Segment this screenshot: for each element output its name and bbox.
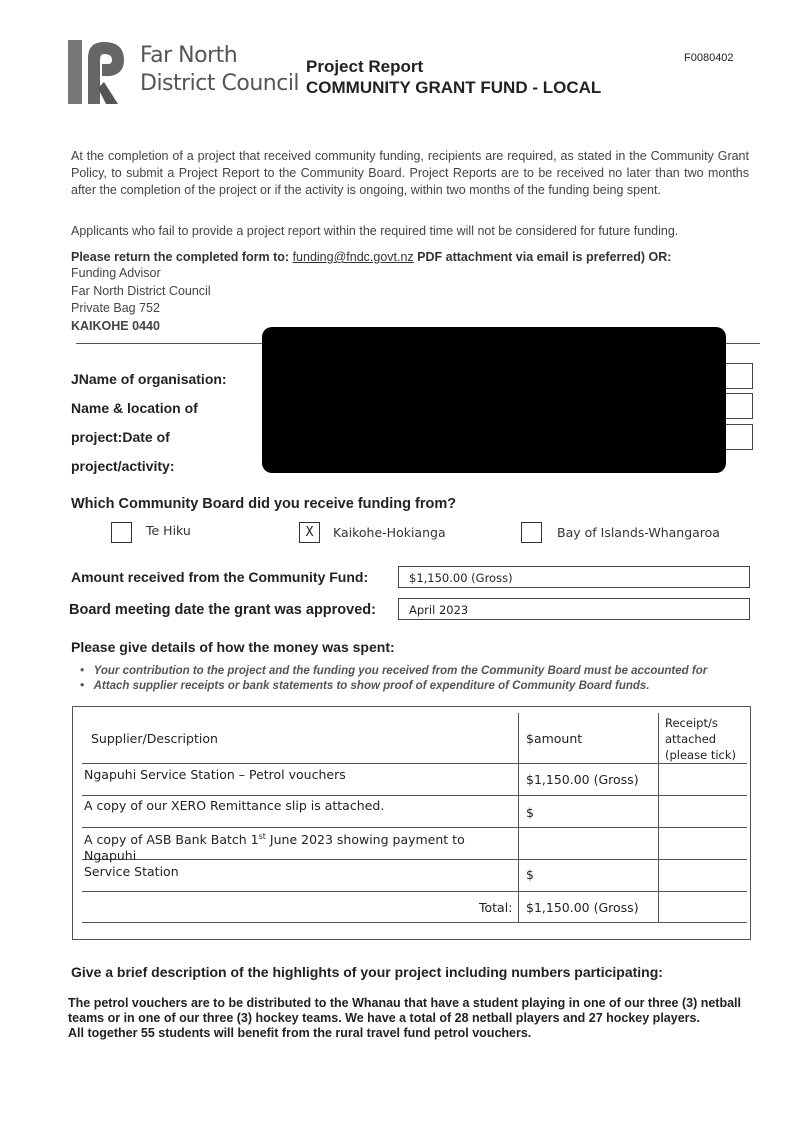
return-instructions <box>71 249 749 266</box>
report-title: Project Report <box>306 57 424 76</box>
spending-bullet: • Your contribution to the project and the funding you received from the Community Board must be accounted for <box>80 665 708 677</box>
project-date-field[interactable] <box>724 424 753 450</box>
address-line: Private Bag 752 <box>71 301 160 315</box>
bullet-text: Attach supplier receipts or bank statements to show proof of expenditure of Community Board funds. <box>93 680 650 692</box>
table-row-divider <box>82 795 747 796</box>
logo-line-1: Far North <box>140 43 238 68</box>
header-line: attached <box>665 732 717 746</box>
checkbox-label-te-hiku: Te Hiku <box>146 523 191 538</box>
amount-received-field[interactable]: $1,150.00 (Gross) <box>398 566 750 588</box>
redaction-block <box>262 327 726 473</box>
table-row-divider <box>82 763 747 764</box>
late-report-notice: Applicants who fail to provide a project report within the required time will not be considered for future funding. <box>71 224 679 238</box>
meeting-date-label: Board meeting date the grant was approved: <box>69 602 376 618</box>
project-activity-label: project/activity: <box>71 458 175 474</box>
table-total-label: Total: <box>479 900 513 915</box>
address-line: Far North District Council <box>71 283 211 298</box>
table-total-value: $1,150.00 (Gross) <box>526 900 639 915</box>
council-logo-text <box>140 42 299 98</box>
bullet-text: Your contribution to the project and the funding you received from the Community Board must be accounted for <box>93 665 708 677</box>
table-row-amount: $ <box>526 805 534 820</box>
spending-heading: Please give details of how the money was spent: <box>71 639 395 655</box>
checkbox-label-kaikohe-hokianga: Kaikohe-Hokianga <box>333 525 446 540</box>
intro-paragraph: At the completion of a project that received community funding, recipients are required, as stated in the Community Grant Policy, to submit a Project Report to the Community Board. Project Reports are to be received no later than two months after the completion of the project or if the activity is ongoing, within two months of the funding being spent. <box>71 149 749 197</box>
amount-received-label: Amount received from the Community Fund: <box>71 569 369 585</box>
table-header-description: Supplier/Description <box>91 731 218 746</box>
return-suffix: PDF attachment via email is preferred) OR: <box>413 250 672 264</box>
return-email-link[interactable]: funding@fndc.govt.nz <box>292 250 414 264</box>
report-subtitle: COMMUNITY GRANT FUND - LOCAL <box>306 78 602 97</box>
header-line: (please tick) <box>665 748 736 762</box>
council-logo-icon <box>68 38 126 106</box>
checkbox-label-bay-of-islands: Bay of Islands-Whangaroa <box>557 525 720 540</box>
table-row-amount: $ <box>526 867 534 882</box>
project-location-label: Name & location of <box>71 400 198 416</box>
table-row-description <box>84 829 514 880</box>
desc-part: June 2023 showing payment to Ngapuhi <box>84 832 465 864</box>
table-row-divider <box>82 891 747 892</box>
community-board-question: Which Community Board did you receive funding from? <box>71 496 457 512</box>
return-prefix: Please return the completed form to: <box>71 250 293 264</box>
highlights-line: teams or in one of our three (3) hockey teams. We have a total of 28 netball players and 27 hockey players. <box>68 1011 700 1025</box>
desc-superscript: st <box>258 832 266 841</box>
table-row-divider <box>82 922 747 923</box>
address-city: KAIKOHE 0440 <box>71 318 160 333</box>
form-code: F0080402 <box>684 52 734 64</box>
table-row-amount: $1,150.00 (Gross) <box>526 772 639 787</box>
spending-bullet: • Attach supplier receipts or bank statements to show proof of expenditure of Community Board funds. <box>80 680 650 692</box>
description-line: Service Station <box>84 864 179 880</box>
meeting-date-field[interactable]: April 2023 <box>398 598 750 620</box>
table-header-receipts <box>665 715 736 763</box>
highlights-line: The petrol vouchers are to be distributed to the Whanau that have a student playing in one of our three (3) netball <box>68 996 741 1010</box>
logo-line-2: District Council <box>140 71 300 96</box>
checkbox-kaikohe-hokianga[interactable]: X <box>299 522 320 543</box>
project-date-label: project:Date of <box>71 429 170 445</box>
postal-address <box>71 265 211 335</box>
header-line: Receipt/s <box>665 716 718 730</box>
address-line: Funding Advisor <box>71 266 161 280</box>
highlights-line: All together 55 students will benefit from the rural travel fund petrol vouchers. <box>68 1026 532 1040</box>
desc-part: A copy of ASB Bank Batch 1 <box>84 832 259 848</box>
description-line <box>84 829 514 864</box>
organisation-name-field[interactable] <box>724 363 753 389</box>
organisation-name-label: JName of organisation: <box>71 371 227 387</box>
table-row-description: Ngapuhi Service Station – Petrol vouchers <box>84 767 346 782</box>
checkbox-bay-of-islands[interactable] <box>521 522 542 543</box>
project-location-field[interactable] <box>724 393 753 419</box>
table-row-description: A copy of our XERO Remittance slip is attached. <box>84 798 385 813</box>
checkbox-te-hiku[interactable] <box>111 522 132 543</box>
highlights-heading: Give a brief description of the highlights of your project including numbers participating: <box>71 964 663 980</box>
table-header-amount: $amount <box>526 731 583 746</box>
table-row-divider <box>82 827 747 828</box>
